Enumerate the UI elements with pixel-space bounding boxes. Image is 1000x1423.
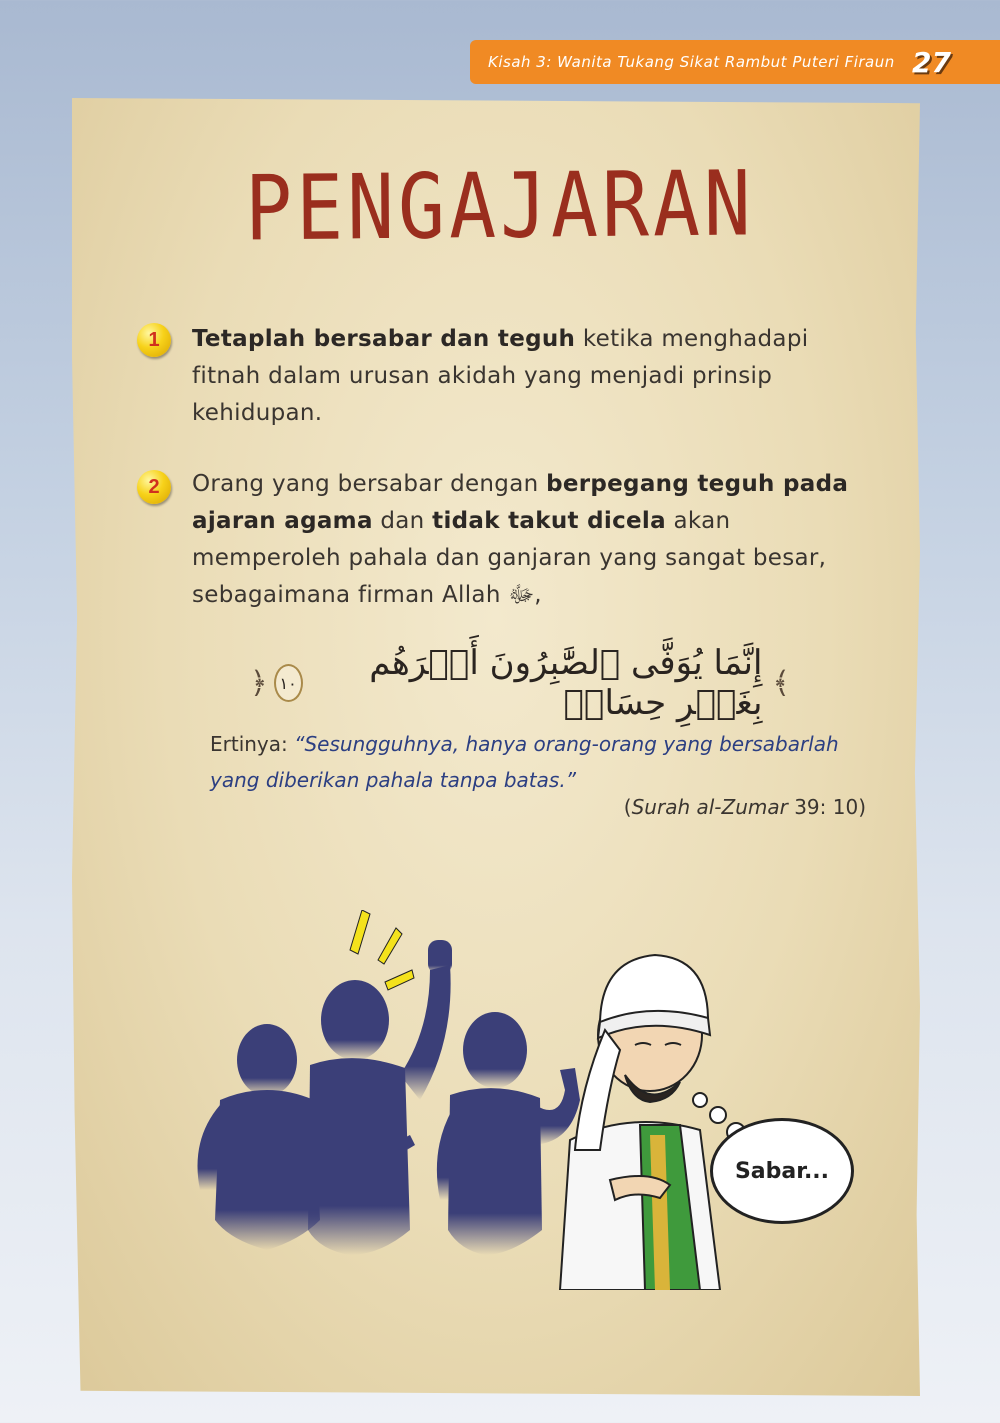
citation-ref: 39: 10) xyxy=(787,795,866,819)
point-2-bold-a: berpegang teguh pada ajaran agama xyxy=(192,471,849,534)
point-2-bold-b: tidak takut dicela xyxy=(432,508,666,534)
verse-citation xyxy=(500,795,866,819)
verse-bracket-left-icon: ﴿ xyxy=(250,665,268,701)
ayah-number: ١٠ xyxy=(274,664,303,702)
translation-label: Ertinya: xyxy=(210,732,288,756)
quran-verse xyxy=(250,643,790,723)
speech-bubble: Sabar... xyxy=(710,1118,854,1224)
chapter-header-tab xyxy=(470,40,1000,84)
silhouette-man-right xyxy=(437,1012,580,1255)
point-1-bold: Tetaplah bersabar dan teguh xyxy=(192,326,576,352)
verse-translation xyxy=(210,726,870,798)
citation-open: ( xyxy=(623,795,632,819)
point-2-part-b: dan xyxy=(372,508,433,534)
point-1-rest: ketika menghadapi fitnah dalam urusan akidah yang menjadi prinsip kehidupan. xyxy=(192,326,809,426)
chapter-title: Kisah 3: Wanita Tukang Sikat Rambut Puteri Firaun xyxy=(488,53,895,71)
silhouette-man-middle xyxy=(308,940,452,1255)
alert-marks-icon xyxy=(350,910,414,990)
point-2-text xyxy=(192,466,872,614)
translation-quote: “Sesungguhnya, hanya orang-orang yang bersabarlah yang diberikan pahala tanpa batas.” xyxy=(210,732,839,792)
illustration-scene xyxy=(180,910,860,1290)
page-title: PENGAJARAN xyxy=(244,152,756,262)
point-2-badge: 2 xyxy=(137,470,171,504)
citation-surah: Surah al-Zumar xyxy=(631,795,788,819)
point-2-part-c: akan memperoleh pahala dan ganjaran yang sangat besar, sebagaimana firman Allah ﷻ, xyxy=(192,508,827,608)
page-number: 27 xyxy=(912,45,951,79)
verse-bracket-right-icon: ﴾ xyxy=(772,665,790,701)
verse-arabic-text: إِنَّمَا يُوَفَّى ٱلصَّٰبِرُونَ أَجۡرَهُم بِغَيۡرِ حِسَابٖ xyxy=(369,643,763,723)
scholar-figure xyxy=(560,955,720,1290)
point-1-text xyxy=(192,321,872,432)
point-2-part-a: Orang yang bersabar dengan xyxy=(192,471,547,497)
point-1-badge: 1 xyxy=(137,323,171,357)
